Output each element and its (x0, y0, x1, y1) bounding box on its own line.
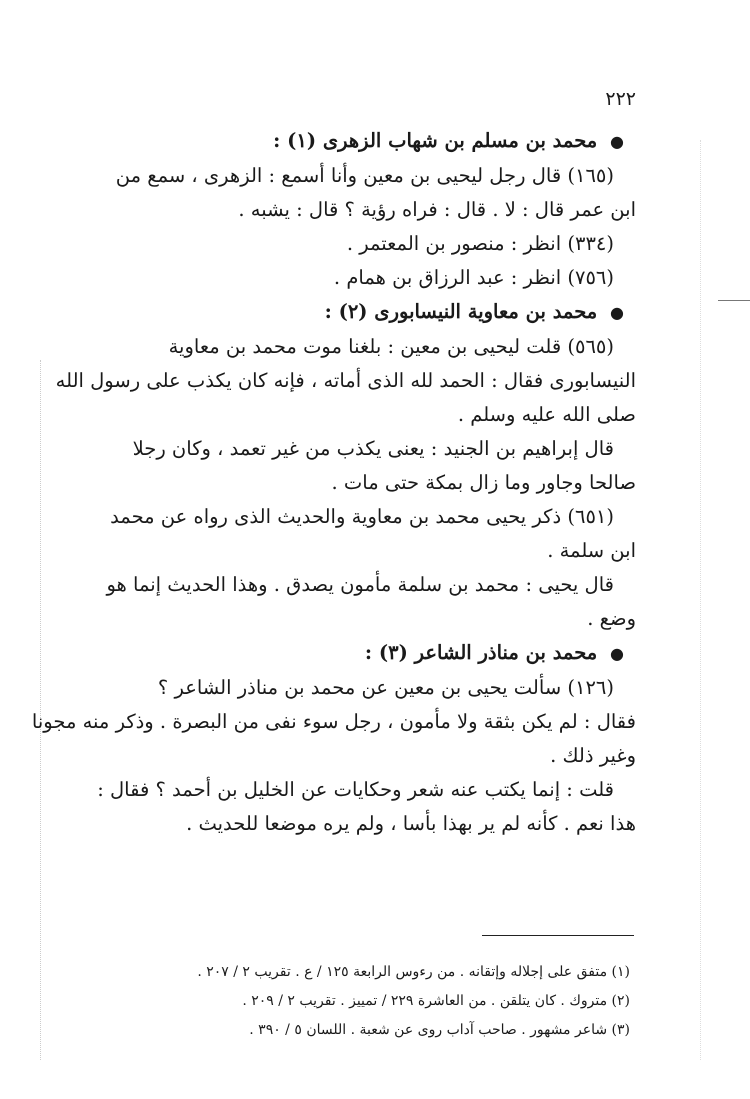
footnote-3: (٣) شاعر مشهور . صاحب آداب روى عن شعبة . اللسان ٥ / ٣٩٠ . (249, 1022, 630, 1038)
text-line: ابن عمر قال : لا . قال : فراه رؤية ؟ قال : يشبه . (238, 198, 636, 221)
bullet-icon: ● (610, 303, 624, 322)
text-line: وغير ذلك . (550, 744, 636, 767)
footnote-1: (١) متفق على إجلاله وإتقانه . من رءوس الرابعة ١٢٥ / ع . تقريب ٢ / ٢٠٧ . (197, 964, 630, 980)
text-line: (٣٣٤) انظر : منصور بن المعتمر . (346, 232, 614, 255)
scan-dotted-rule-right (700, 140, 702, 1060)
heading-text: محمد بن معاوية النيسابورى (٢) : (324, 300, 598, 323)
text-line: النيسابورى فقال : الحمد لله الذى أماته ، فإنه كان يكذب على رسول الله (55, 369, 636, 392)
text-line: صالحا وجاور وما زال بمكة حتى مات . (331, 471, 636, 494)
footnote-separator (482, 935, 634, 936)
bullet-icon: ● (610, 644, 624, 663)
footnotes (110, 958, 630, 1045)
text-line: صلى الله عليه وسلم . (457, 403, 636, 426)
text-line: قلت : إنما يكتب عنه شعر وحكايات عن الخليل بن أحمد ؟ فقال : (97, 778, 614, 801)
text-line: هذا نعم . كأنه لم ير بهذا بأسا ، ولم يره موضعا للحديث . (186, 812, 636, 835)
text-line: ابن سلمة . (547, 539, 636, 562)
text-line: (٧٥٦) انظر : عبد الرزاق بن همام . (333, 266, 614, 289)
text-line: قال يحيى : محمد بن سلمة مأمون يصدق . وهذا الحديث إنما هو (106, 573, 614, 596)
document-page (31, 88, 636, 841)
heading-text: محمد بن مناذر الشاعر (٣) : (364, 641, 598, 664)
text-line: (١٢٦) سألت يحيى بن معين عن محمد بن مناذر الشاعر ؟ (157, 676, 614, 699)
entry-heading-zuhri (68, 124, 636, 159)
bullet-icon: ● (610, 132, 624, 151)
margin-dash (718, 300, 750, 301)
heading-text: محمد بن مسلم بن شهاب الزهرى (١) : (273, 129, 598, 152)
text-line: (١٦٥) قال رجل ليحيى بن معين وأنا أسمع : الزهرى ، سمع من (115, 164, 614, 187)
entry-heading-munadhir (68, 636, 636, 671)
text-line: (٥٦٥) قلت ليحيى بن معين : بلغنا موت محمد بن معاوية (168, 335, 614, 358)
page-number: ٢٢٢ (605, 88, 636, 110)
text-line: قال إبراهيم بن الجنيد : يعنى يكذب من غير تعمد ، وكان رجلا (132, 437, 614, 460)
text-line: (٦٥١) ذكر يحيى محمد بن معاوية والحديث الذى رواه عن محمد (110, 505, 614, 528)
text-line: وضع . (587, 607, 636, 630)
entry-heading-nisaburi (68, 295, 636, 330)
footnote-2: (٢) متروك . كان يتلقن . من العاشرة ٢٢٩ / تمييز . تقريب ٢ / ٢٠٩ . (242, 993, 630, 1009)
text-line: فقال : لم يكن بثقة ولا مأمون ، رجل سوء نفى من البصرة . وذكر منه مجونا (31, 710, 636, 733)
